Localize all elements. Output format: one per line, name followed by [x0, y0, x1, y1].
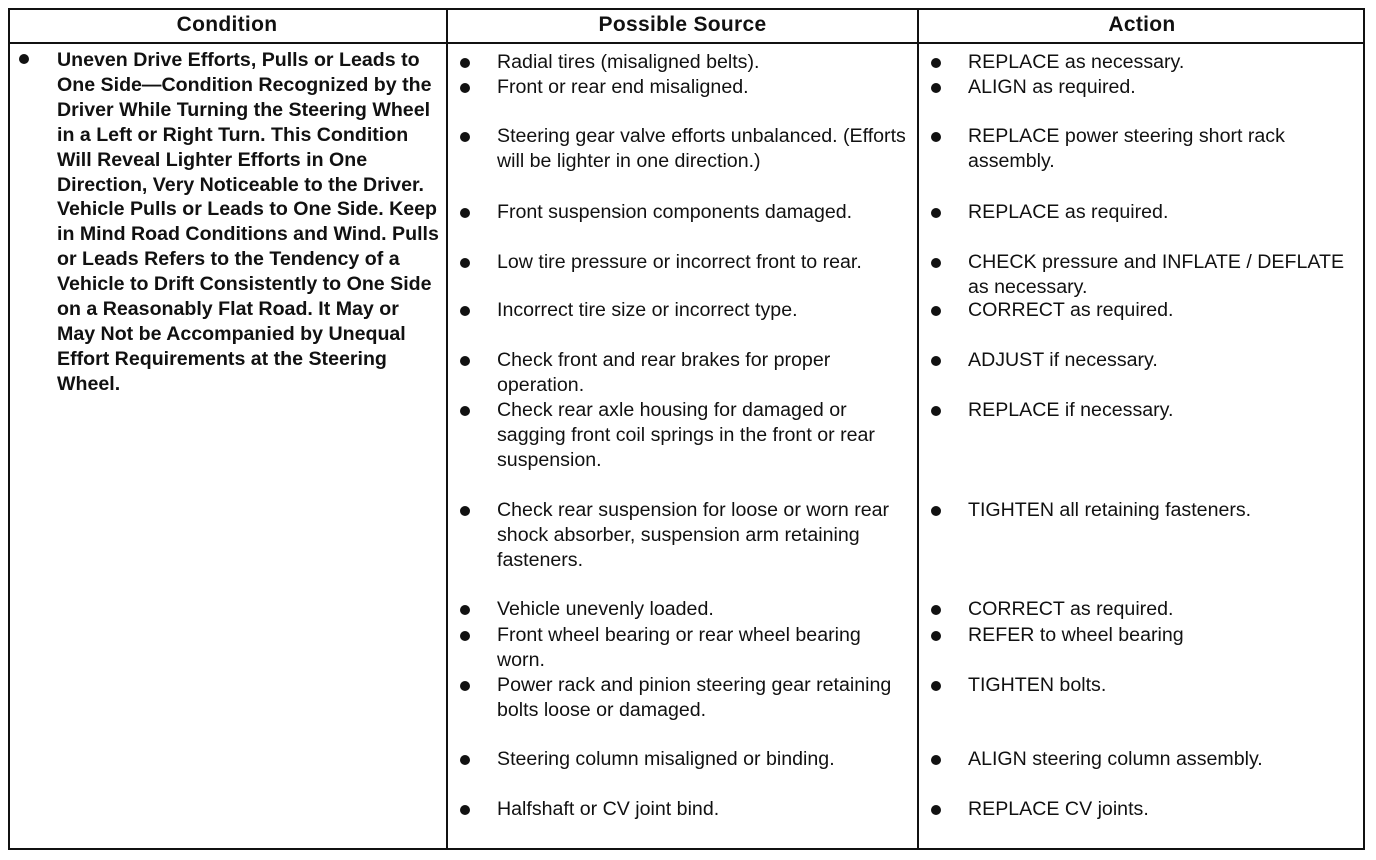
action-bullet-icon: [931, 631, 941, 641]
action-item: CORRECT as required.: [968, 299, 1174, 321]
action-bullet-icon: [931, 506, 941, 516]
action-bullet-icon: [931, 356, 941, 366]
action-bullet-icon: [931, 306, 941, 316]
source-bullet-icon: [460, 306, 470, 316]
action-item: CORRECT as required.: [968, 598, 1174, 620]
action-item: TIGHTEN all retaining fasteners.: [968, 499, 1252, 521]
column-divider-1: [446, 8, 448, 850]
source-bullet-icon: [460, 506, 470, 516]
action-bullet-icon: [931, 681, 941, 691]
source-bullet-icon: [460, 258, 470, 268]
header-possible-source: Possible Source: [598, 13, 767, 36]
source-bullet-icon: [460, 681, 470, 691]
action-item: REPLACE CV joints.: [968, 798, 1149, 820]
source-item: Radial tires (misaligned belts).: [497, 51, 760, 73]
source-bullet-icon: [460, 755, 470, 765]
source-item: Incorrect tire size or incorrect type.: [497, 299, 798, 321]
action-item: ADJUST if necessary.: [968, 349, 1158, 371]
source-bullet-icon: [460, 356, 470, 366]
source-bullet-icon: [460, 631, 470, 641]
action-item: REPLACE as necessary.: [968, 51, 1185, 73]
action-bullet-icon: [931, 132, 941, 142]
action-item: REPLACE if necessary.: [968, 399, 1174, 421]
action-item: ALIGN as required.: [968, 76, 1136, 98]
source-item: Front or rear end misaligned.: [497, 76, 749, 98]
source-item: Check rear axle housing for damaged or sagging front coil springs in the front or rear suspension.: [497, 399, 875, 471]
source-item: Steering gear valve efforts unbalanced. (Efforts will be lighter in one direction.): [497, 125, 906, 172]
condition-bullet-icon: [19, 54, 29, 64]
source-item: Halfshaft or CV joint bind.: [497, 798, 720, 820]
action-bullet-icon: [931, 58, 941, 68]
source-item: Check front and rear brakes for proper operation.: [497, 349, 831, 396]
source-bullet-icon: [460, 83, 470, 93]
action-item: CHECK pressure and INFLATE / DEFLATE as necessary.: [968, 251, 1345, 298]
source-item: Steering column misaligned or binding.: [497, 748, 835, 770]
action-item: ALIGN steering column assembly.: [968, 748, 1263, 770]
source-bullet-icon: [460, 605, 470, 615]
header-action: Action: [1108, 13, 1176, 36]
source-item: Vehicle unevenly loaded.: [497, 598, 714, 620]
source-bullet-icon: [460, 132, 470, 142]
source-item: Power rack and pinion steering gear retaining bolts loose or damaged.: [497, 674, 892, 721]
action-bullet-icon: [931, 605, 941, 615]
header-condition: Condition: [176, 13, 278, 36]
condition-text: Uneven Drive Efforts, Pulls or Leads to One Side—Condition Recognized by the Driver While Turning the Steering Wheel in a Left or Right Turn. This Condition Will Reveal Lighter Efforts in One Direction, Very Noticeable to the Driver. Vehicle Pulls or Leads to One Side. Keep in Mind Road Conditions and Wind. Pulls or Leads Refers to the Tendency of a Vehicle to Drift Consistently to One Side on a Reasonably Flat Road. It May or May Not be Accompanied by Unequal Effort Requirements at the Steering Wheel.: [57, 49, 439, 395]
column-divider-2: [917, 8, 919, 850]
action-bullet-icon: [931, 805, 941, 815]
action-bullet-icon: [931, 83, 941, 93]
source-item: Front suspension components damaged.: [497, 201, 853, 223]
source-item: Low tire pressure or incorrect front to rear.: [497, 251, 862, 273]
source-item: Front wheel bearing or rear wheel bearing worn.: [497, 624, 861, 671]
action-bullet-icon: [931, 258, 941, 268]
source-bullet-icon: [460, 58, 470, 68]
header-divider: [8, 42, 1365, 44]
action-item: REPLACE as required.: [968, 201, 1169, 223]
source-bullet-icon: [460, 805, 470, 815]
action-item: TIGHTEN bolts.: [968, 674, 1107, 696]
action-bullet-icon: [931, 208, 941, 218]
action-bullet-icon: [931, 755, 941, 765]
source-bullet-icon: [460, 406, 470, 416]
source-bullet-icon: [460, 208, 470, 218]
action-bullet-icon: [931, 406, 941, 416]
action-item: REFER to wheel bearing: [968, 624, 1184, 646]
action-item: REPLACE power steering short rack assembly.: [968, 125, 1285, 172]
source-item: Check rear suspension for loose or worn rear shock absorber, suspension arm retaining fasteners.: [497, 499, 890, 571]
